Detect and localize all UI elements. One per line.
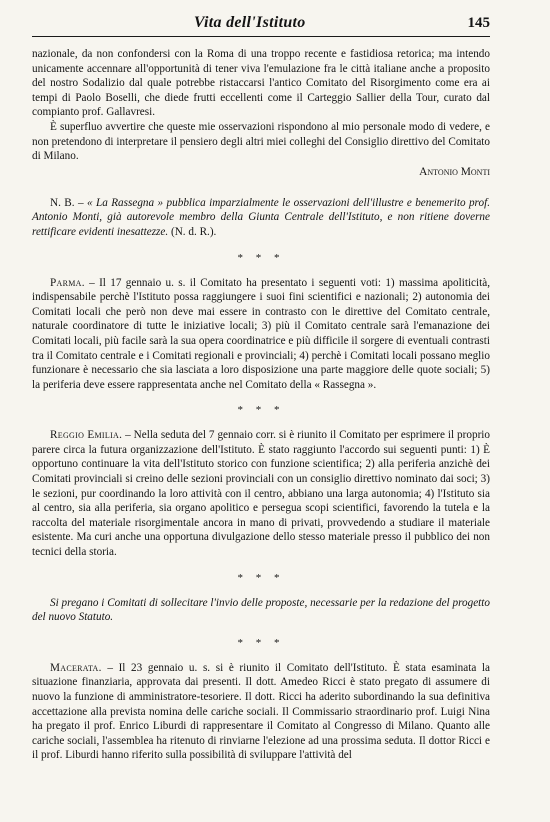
section-separator: * * * [237,251,285,264]
editor-note-tail: (N. d. R.). [168,225,217,238]
section-separator: * * * [237,571,285,584]
page-number: 145 [467,15,490,31]
macerata-city-heading: Macerata. [50,661,102,674]
macerata-text: – Il 23 gennaio u. s. si è riunito il Comitato dell'Istituto. È stata esaminata la situazione finanziaria, approvata dai presenti. Il dott. Amedeo Ricci è stato pregato di assumere di nuovo la funzione di amministratore-tesoriere. Il dott. Ricci ha aderito subordinando la sua definitiva accettazione alla prevista nomina delle cariche sociali. Il Commissario straordinario prof. Luigi Nina ha pregato il prof. Enrico Liburdi di rappresentare il Comitato al Congresso di Milano. Quanto alle cariche sociali, l'assemblea ha ritenuto di rinviarne l'elezione ad una prossima seduta. Il dottor Ricci e il prof. Liburdi hanno riferito sulla possibilità di sviluppare l'attività del [32,661,490,762]
page-header [32,14,490,37]
section-separator: * * * [237,636,285,649]
parma-city-heading: Parma. [50,276,85,289]
editor-note-italic: « La Rassegna » pubblica imparzialmente le osservazioni dell'illustre e benemerito prof. Antonio Monti, già autorevole membro della Giunta Centrale dell'Istituto, e non ritiene doverne rettificare evidenti inesattezze. [32,196,490,238]
editor-note-lead: N. B. – [50,196,87,209]
macerata-report [32,661,490,763]
editor-note [32,196,490,240]
reggio-city-heading: Reggio Emilia. [50,429,123,442]
parma-text: – Il 17 gennaio u. s. il Comitato ha presentato i seguenti voti: 1) massima apoliticità, indispensabile perchè l'Istituto possa raggiungere i suoi fini scientifici e nazionali; 2) autonomia dei Comitati locali che però non deve mai essere in contrasto con le direttive del Comitato centrale, naturale coordinatore di tutte le iniziative locali; 3) più il Comitato centrale sarà l'emanazione dei Comitati locali, più facile sarà la sua opera coordinatrice e più difficile il sorgere di eventuali contrasti tra il Comitato centrale e i Comitati regionali e provinciali; 4) perchè i Comitati locali possano meglio funzionare è necessario che sia lasciata a loro disposizione una parte maggiore delle quote sociali; 5) la periferia deve essere rappresentata anche nel Comitato della « Rassegna ». [32,276,490,391]
intro-paragraph-2: È superfluo avvertire che queste mie osservazioni rispondono al mio personale modo di vedere, e non pretendono di interpretare il pensiero degli altri miei colleghi del Consiglio direttivo del Comitato di Milano. [32,120,490,163]
section-separator: * * * [237,404,285,417]
reggio-text: – Nella seduta del 7 gennaio corr. si è riunito il Comitato per esprimere il proprio parere circa la futura organizzazione dell'Istituto. È stato raggiunto l'accordo sui seguenti punti: 1) È opportuno continuare la vita dell'Istituto storico con funzione scientifica; 2) alla periferia anzichè dei Comitati provinciali si creino delle sezioni provinciali con un consiglio direttivo nominato dai soci; 3) le sezioni, pur coordinando la loro attività con il centro, abbiano una larga autonomia; 4) l'Istituto sia al centro, sia alla periferia, sia organo apolitico e persegua scopi scientifici, favorendo la tutela e la raccolta del materiale risorgimentale ancora in mano di privati, provvedendo a studiare il materiale esistente. Ma curi anche una opportuna divulgazione dello stesso materiale presso il pubblico dei non tecnici della storia. [32,429,490,559]
intro-paragraph-1: nazionale, da non confondersi con la Roma di una troppo recente e fastidiosa retorica; ma intendo unicamente accennare all'opportunità di tener viva l'emulazione fra le città italiane anche a proposito del nostro Sodalizio dal quale potrebbe ristaccarsi l'antico Comitato del Risorgimento come era ai tempi di Paolo Boselli, che diede frutti eccellenti come il Carteggio Sallier della Tour, curato dal compianto prof. Gallavresi. [32,48,490,119]
author-signature: Antonio Monti [419,165,490,178]
running-title: Vita dell'Istituto [193,14,306,31]
statute-request: Si pregano i Comitati di sollecitare l'invio delle proposte, necessarie per la redazione del progetto del nuovo Statuto. [32,596,490,624]
reggio-report [32,428,490,559]
parma-report [32,276,490,393]
